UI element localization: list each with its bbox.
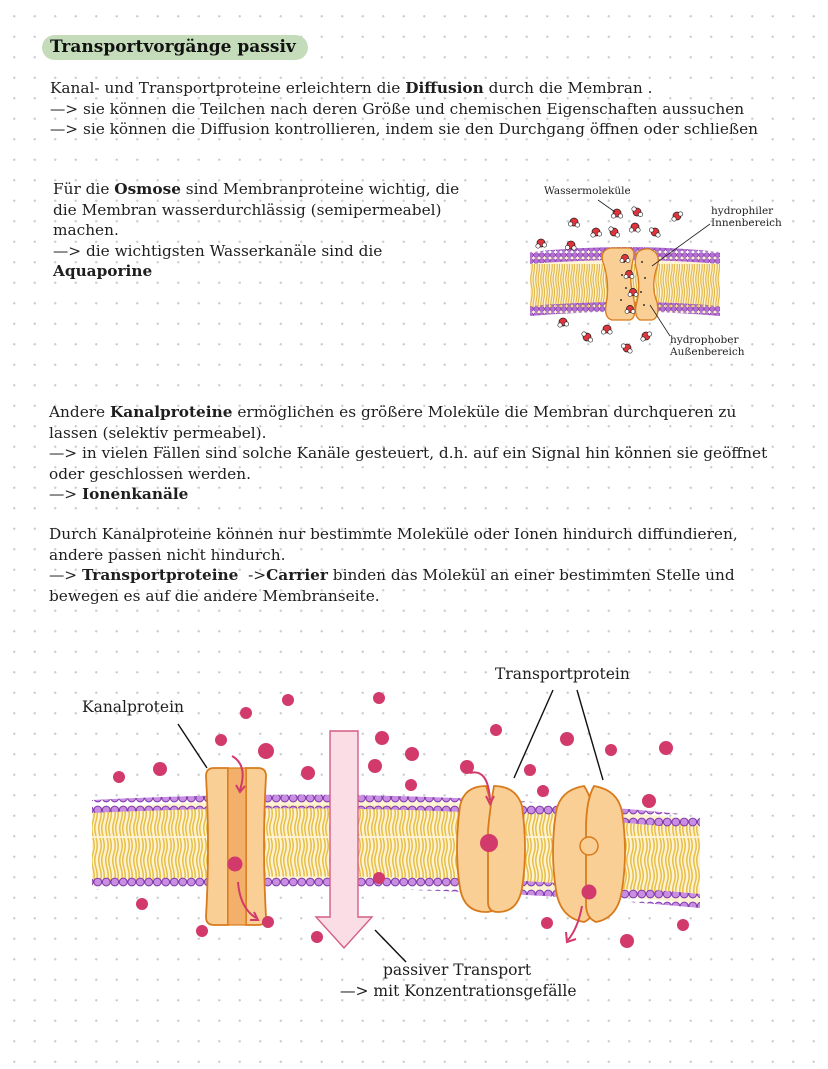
carrier-line-4: bewegen es auf die andere Membranseite. <box>49 586 380 605</box>
osmose-line-1: Für die Osmose sind Membranproteine wichtig, die <box>53 180 460 198</box>
kanal-line-3: —> in vielen Fällen sind solche Kanäle gesteuert, d.h. auf ein Signal hin können sie geöffnet <box>49 444 768 462</box>
label-kanalprotein: Kanalprotein <box>82 698 185 716</box>
osmose-line-2: die Membran wasserdurchlässig (semipermeabel) <box>53 200 442 219</box>
label-hydrophobic-outer: hydrophober Außenbereich <box>670 334 745 358</box>
kanal-line-2: lassen (selektiv permeabel). <box>49 423 267 442</box>
carrier-protein-open <box>457 772 525 912</box>
intro-line-3: —> sie können die Diffusion kontrollieren, indem sie den Durchgang öffnen oder schließen <box>50 120 758 138</box>
label-konzentrationsgefaelle: —> mit Konzentrationsgefälle <box>340 982 577 1000</box>
label-water-molecules: Wassermoleküle <box>544 185 631 197</box>
intro-line-1: Kanal- und Transportproteine erleichtern die Diffusion durch die Membran . <box>50 79 653 97</box>
intro-line-2: —> sie können die Teilchen nach deren Größe und chemischen Eigenschaften aussuchen <box>50 99 745 118</box>
kanal-line-5: —> Ionenkanäle <box>49 485 189 503</box>
kanal-line-4: oder geschlossen werden. <box>49 464 251 483</box>
carrier-line-2: andere passen nicht hindurch. <box>49 545 286 564</box>
label-passiver-transport: passiver Transport <box>383 961 532 979</box>
kanal-line-1: Andere Kanalproteine ermöglichen es größere Moleküle die Membran durchqueren zu <box>49 403 737 421</box>
channel-protein <box>206 756 266 925</box>
osmose-line-4: —> die wichtigsten Wasserkanäle sind die <box>53 241 383 260</box>
osmose-line-3: machen. <box>53 221 119 239</box>
carrier-protein-closed <box>553 786 625 942</box>
page-title: Transportvorgänge passiv <box>42 35 308 60</box>
carrier-line-1: Durch Kanalproteine können nur bestimmte Moleküle oder Ionen hindurch diffundieren, <box>49 525 738 543</box>
osmose-line-5: Aquaporine <box>53 262 153 280</box>
label-hydrophilic-inner: hydrophiler Innenbereich <box>711 205 782 229</box>
label-transportprotein: Transportprotein <box>495 665 630 683</box>
carrier-line-3: —> Transportproteine ->Carrier binden das Molekül an einer bestimmten Stelle und <box>49 566 735 584</box>
